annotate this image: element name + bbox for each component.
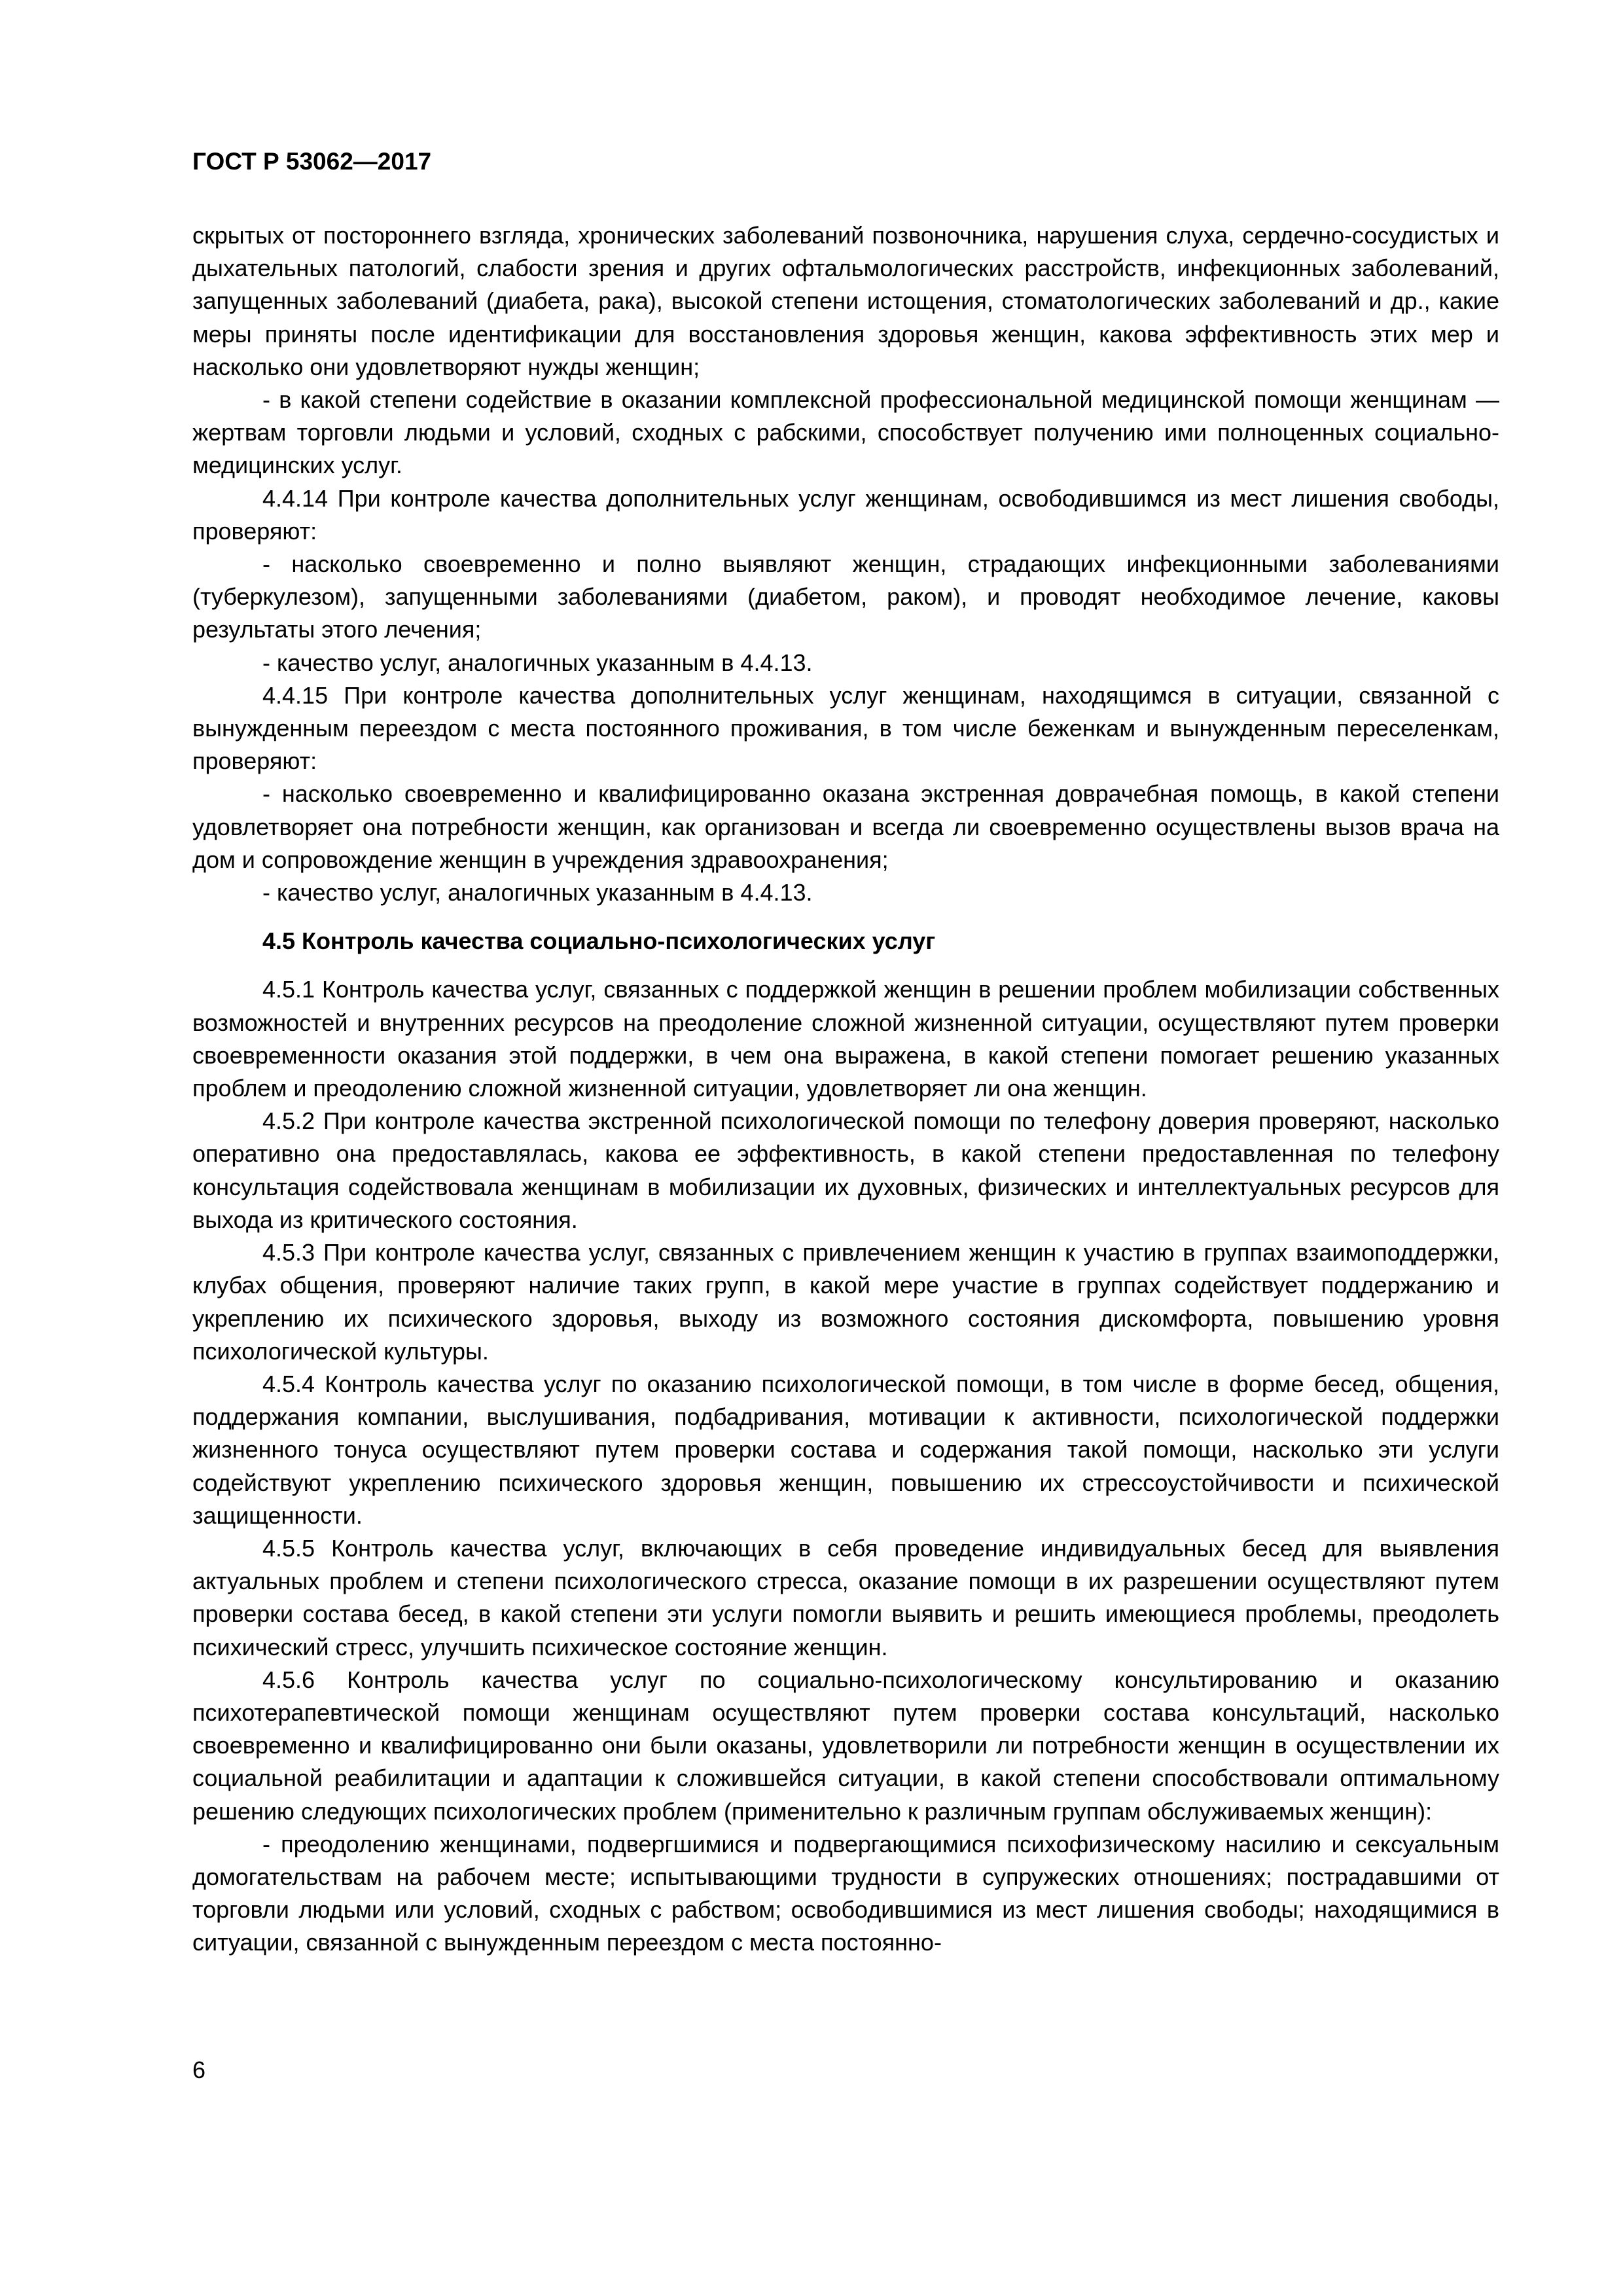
clause-4-5-2: 4.5.2 При контроле качества экстренной психологической помощи по телефону доверия проверяют, насколько оперативно она предоставлялась, какова ее эффективность, в какой степени предоставленная по телефону консультация содействовала женщинам в мобилизации их духовных, физических и интеллектуальных ресурсов для выхода из критического состояния.	[192, 1107, 1499, 1233]
page-number: 6	[192, 2056, 206, 2083]
clause-4-4-15: 4.4.15 При контроле качества дополнительных услуг женщинам, находящимся в ситуации, связанной с вынужденным переездом с места постоянного проживания, в том числе беженкам и вынужденным переселенкам, проверяют:	[192, 681, 1499, 775]
list-item: - в какой степени содействие в оказании комплексной профессиональной медицинской помощи женщинам — жертвам торговли людьми и условий, сходных с рабскими, способствует получению ими полноценных социально-медицинских услуг.	[192, 386, 1499, 479]
list-item: - преодолению женщинами, подвергшимися и подвергающимися психофизическому насилию и сексуальным домогательствам на рабочем месте; испытывающими трудности в супружеских отношениях; пострадавшими от торговли людьми или условий, сходных с рабством; освободившимися из мест лишения свободы; находящимися в ситуации, связанной с вынужденным переездом с места постоянно-	[192, 1830, 1499, 1956]
paragraph-continuation: скрытых от постороннего взгляда, хронических заболеваний позвоночника, нарушения слуха, сердечно-сосудистых и дыхательных патологий, слабости зрения и других офтальмологических расстройств, инфекционных заболеваний, запущенных заболеваний (диабета, рака), высокой степени истощения, стоматологических заболеваний и др., какие меры приняты после идентификации для восстановления здоровья женщин, какова эффективность этих мер и насколько они удовлетворяют нужды женщин;	[192, 222, 1499, 380]
clause-4-5-1: 4.5.1 Контроль качества услуг, связанных с поддержкой женщин в решении проблем мобилизации собственных возможностей и внутренних ресурсов на преодоление сложной жизненной ситуации, осуществляют путем проверки своевременности оказания этой поддержки, в чем она выражена, в какой степени помогает решению указанных проблем и преодолению сложной жизненной ситуации, удовлетворяет ли она женщин.	[192, 976, 1499, 1102]
list-item: - качество услуг, аналогичных указанным в 4.4.13.	[262, 879, 813, 906]
clause-4-5-5: 4.5.5 Контроль качества услуг, включающих в себя проведение индивидуальных бесед для выявления актуальных проблем и степени психологического стресса, оказание помощи в их разрешении осуществляют путем проверки состава бесед, в какой степени эти услуги помогли выявить и решить имеющиеся проблемы, преодолеть психический стресс, улучшить психическое состояние женщин.	[192, 1534, 1499, 1660]
list-item: - качество услуг, аналогичных указанным в 4.4.13.	[262, 649, 813, 676]
list-item: - насколько своевременно и квалифицированно оказана экстренная доврачебная помощь, в какой степени удовлетворяет она потребности женщин, как организован и всегда ли своевременно осуществлены вызов врача на дом и сопровождение женщин в учреждения здравоохранения;	[192, 780, 1499, 873]
standard-designation: ГОСТ Р 53062—2017	[192, 148, 432, 175]
clause-4-5-3: 4.5.3 При контроле качества услуг, связанных с привлечением женщин к участию в группах взаимоподдержки, клубах общения, проверяют наличие таких групп, в какой мере участие в группах содействует поддержанию и укреплению их психического здоровья, выходу из возможного состояния дискомфорта, повышению уровня психологической культуры.	[192, 1239, 1499, 1365]
clause-4-5-4: 4.5.4 Контроль качества услуг по оказанию психологической помощи, в том числе в форме бесед, общения, поддержания компании, выслушивания, подбадривания, мотивации к активности, психологической поддержки жизненного тонуса осуществляют путем проверки состава и содержания такой помощи, насколько эти услуги содействуют укреплению психического здоровья женщин, повышению их стрессоустойчивости и психической защищенности.	[192, 1370, 1499, 1529]
clause-4-5-6: 4.5.6 Контроль качества услуг по социально-психологическому консультированию и оказанию психотерапевтической помощи женщинам осуществляют путем проверки состава консультаций, насколько своевременно и квалифицированно они были оказаны, удовлетворили ли потребности женщин в осуществлении их социальной реабилитации и адаптации к сложившейся ситуации, в какой степени способствовали оптимальному решению следующих психологических проблем (применительно к различным группам обслуживаемых женщин):	[192, 1666, 1499, 1825]
clause-4-4-14: 4.4.14 При контроле качества дополнительных услуг женщинам, освободившимся из мест лишения свободы, проверяют:	[192, 484, 1499, 545]
document-body	[192, 219, 1499, 1960]
list-item: - насколько своевременно и полно выявляют женщин, страдающих инфекционными заболеваниями (туберкулезом), запущенными заболеваниями (диабетом, раком), и проводят необходимое лечение, каковы результаты этого лечения;	[192, 550, 1499, 643]
section-heading-4-5: 4.5 Контроль качества социально-психологических услуг	[262, 927, 936, 955]
